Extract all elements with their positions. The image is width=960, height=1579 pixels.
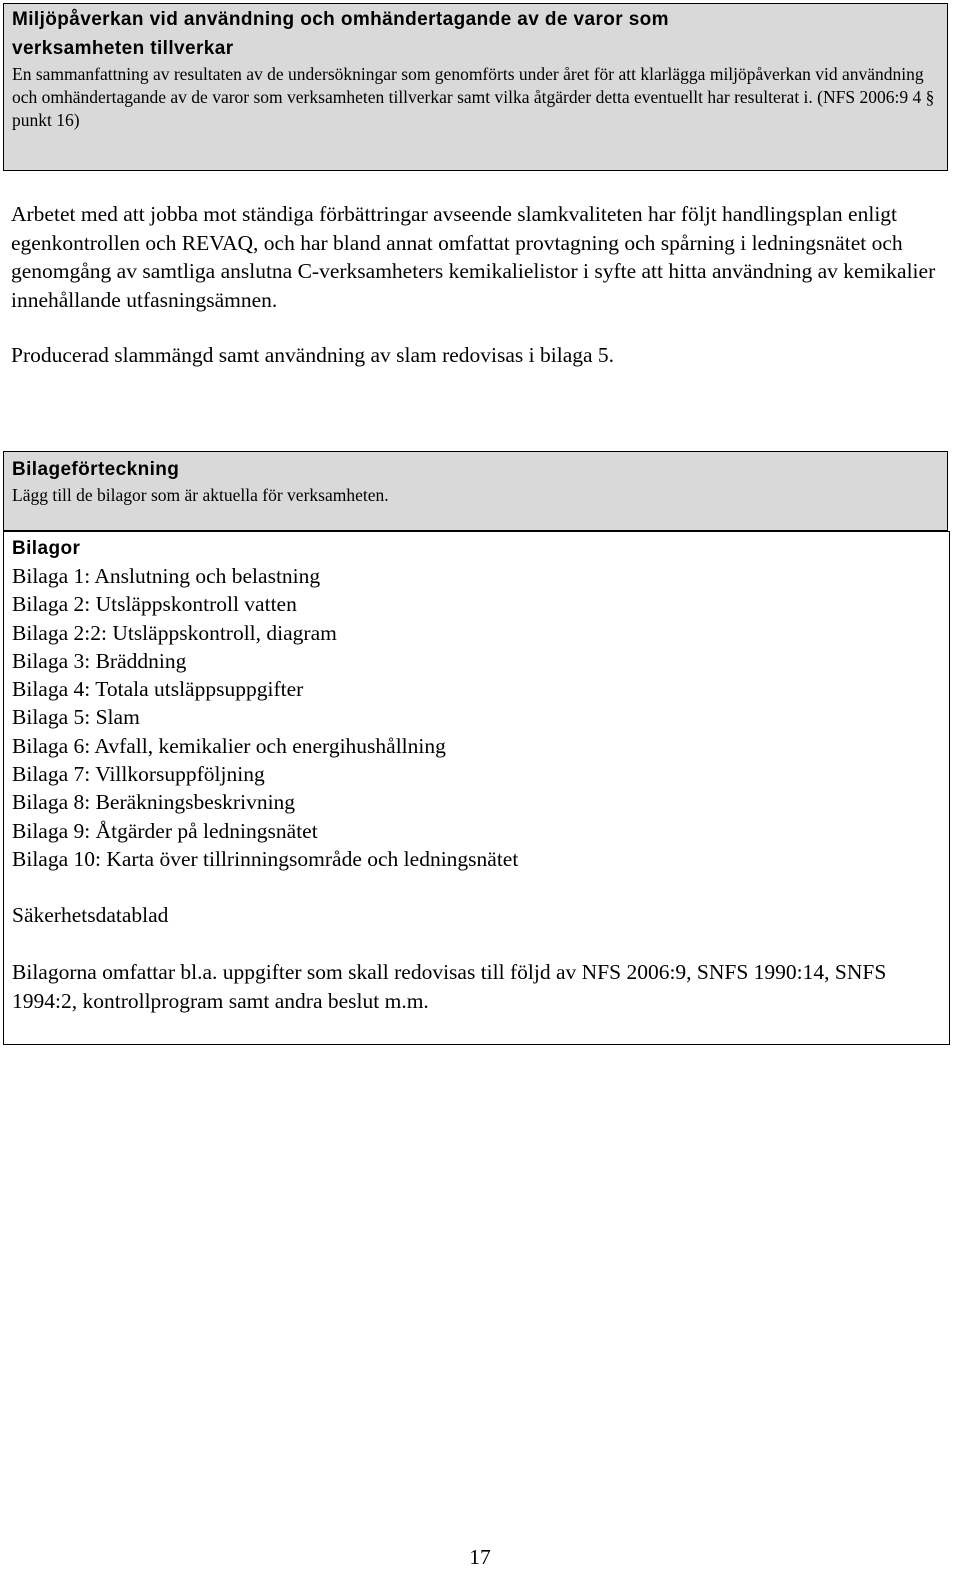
page-number: 17	[469, 1545, 491, 1569]
attachment-item: Bilaga 1: Anslutning och belastning	[12, 564, 321, 588]
attachment-item: Bilaga 3: Bräddning	[12, 648, 187, 673]
body-paragraph-sludge-quality: Arbetet med att jobba mot ständiga förbättringar avseende slamkvaliteten har följt handlingsplan enligt egenkontrollen och REVAQ, och har bland annat omfattat provtagning och spårning i ledningsnätet och genomgång av samtliga anslutna C-verksamheters kemikalielistor i syfte att hitta användning av kemikalier innehållande utfasningsämnen.	[11, 202, 936, 312]
safety-data-sheet-item: Säkerhetsdatablad	[12, 903, 169, 927]
attachment-item: Bilaga 10: Karta över tillrinningsområde och ledningsnätet	[12, 846, 519, 871]
attachment-item: Bilaga 4: Totala utsläppsuppgifter	[12, 677, 304, 702]
attachments-section-description: Lägg till de bilagor som är aktuella för verksamheten.	[12, 485, 389, 505]
attachment-item: Bilaga 7: Villkorsuppföljning	[12, 762, 265, 787]
attachment-item: Bilaga 5: Slam	[12, 705, 140, 730]
attachments-section-title: Bilageförteckning	[12, 459, 180, 480]
environment-section-header	[3, 3, 948, 171]
attachments-section-header	[3, 451, 948, 531]
attachment-item: Bilaga 2: Utsläppskontroll vatten	[12, 592, 297, 617]
attachments-list	[12, 562, 518, 873]
attachments-box	[3, 531, 950, 1045]
body-paragraph-sludge-amount: Producerad slammängd samt användning av slam redovisas i bilaga 5.	[11, 343, 615, 367]
environment-title-line2: verksamheten tillverkar	[12, 38, 234, 59]
attachment-item: Bilaga 2:2: Utsläppskontroll, diagram	[12, 620, 337, 645]
attachment-item: Bilaga 8: Beräkningsbeskrivning	[12, 790, 296, 815]
attachments-note: Bilagorna omfattar bl.a. uppgifter som skall redovisas till följd av NFS 2006:9, SNFS 1990:14, SNFS 1994:2, kontrollprogram samt andra beslut m.m.	[12, 960, 887, 1013]
attachment-item: Bilaga 6: Avfall, kemikalier och energihushållning	[12, 733, 446, 758]
attachments-heading: Bilagor	[12, 538, 81, 559]
environment-section-title	[12, 5, 947, 63]
attachment-item: Bilaga 9: Åtgärder på ledningsnätet	[12, 818, 318, 843]
environment-title-line1: Miljöpåverkan vid användning och omhändertagande av de varor som	[12, 9, 669, 30]
environment-section-description: En sammanfattning av resultaten av de undersökningar som genomförts under året för att klarlägga miljöpåverkan vid användning och omhändertagande av de varor som verksamheten tillverkar samt vilka åtgärder detta eventuellt har resulterat i. (NFS 2006:9 4 § punkt 16)	[12, 64, 935, 130]
